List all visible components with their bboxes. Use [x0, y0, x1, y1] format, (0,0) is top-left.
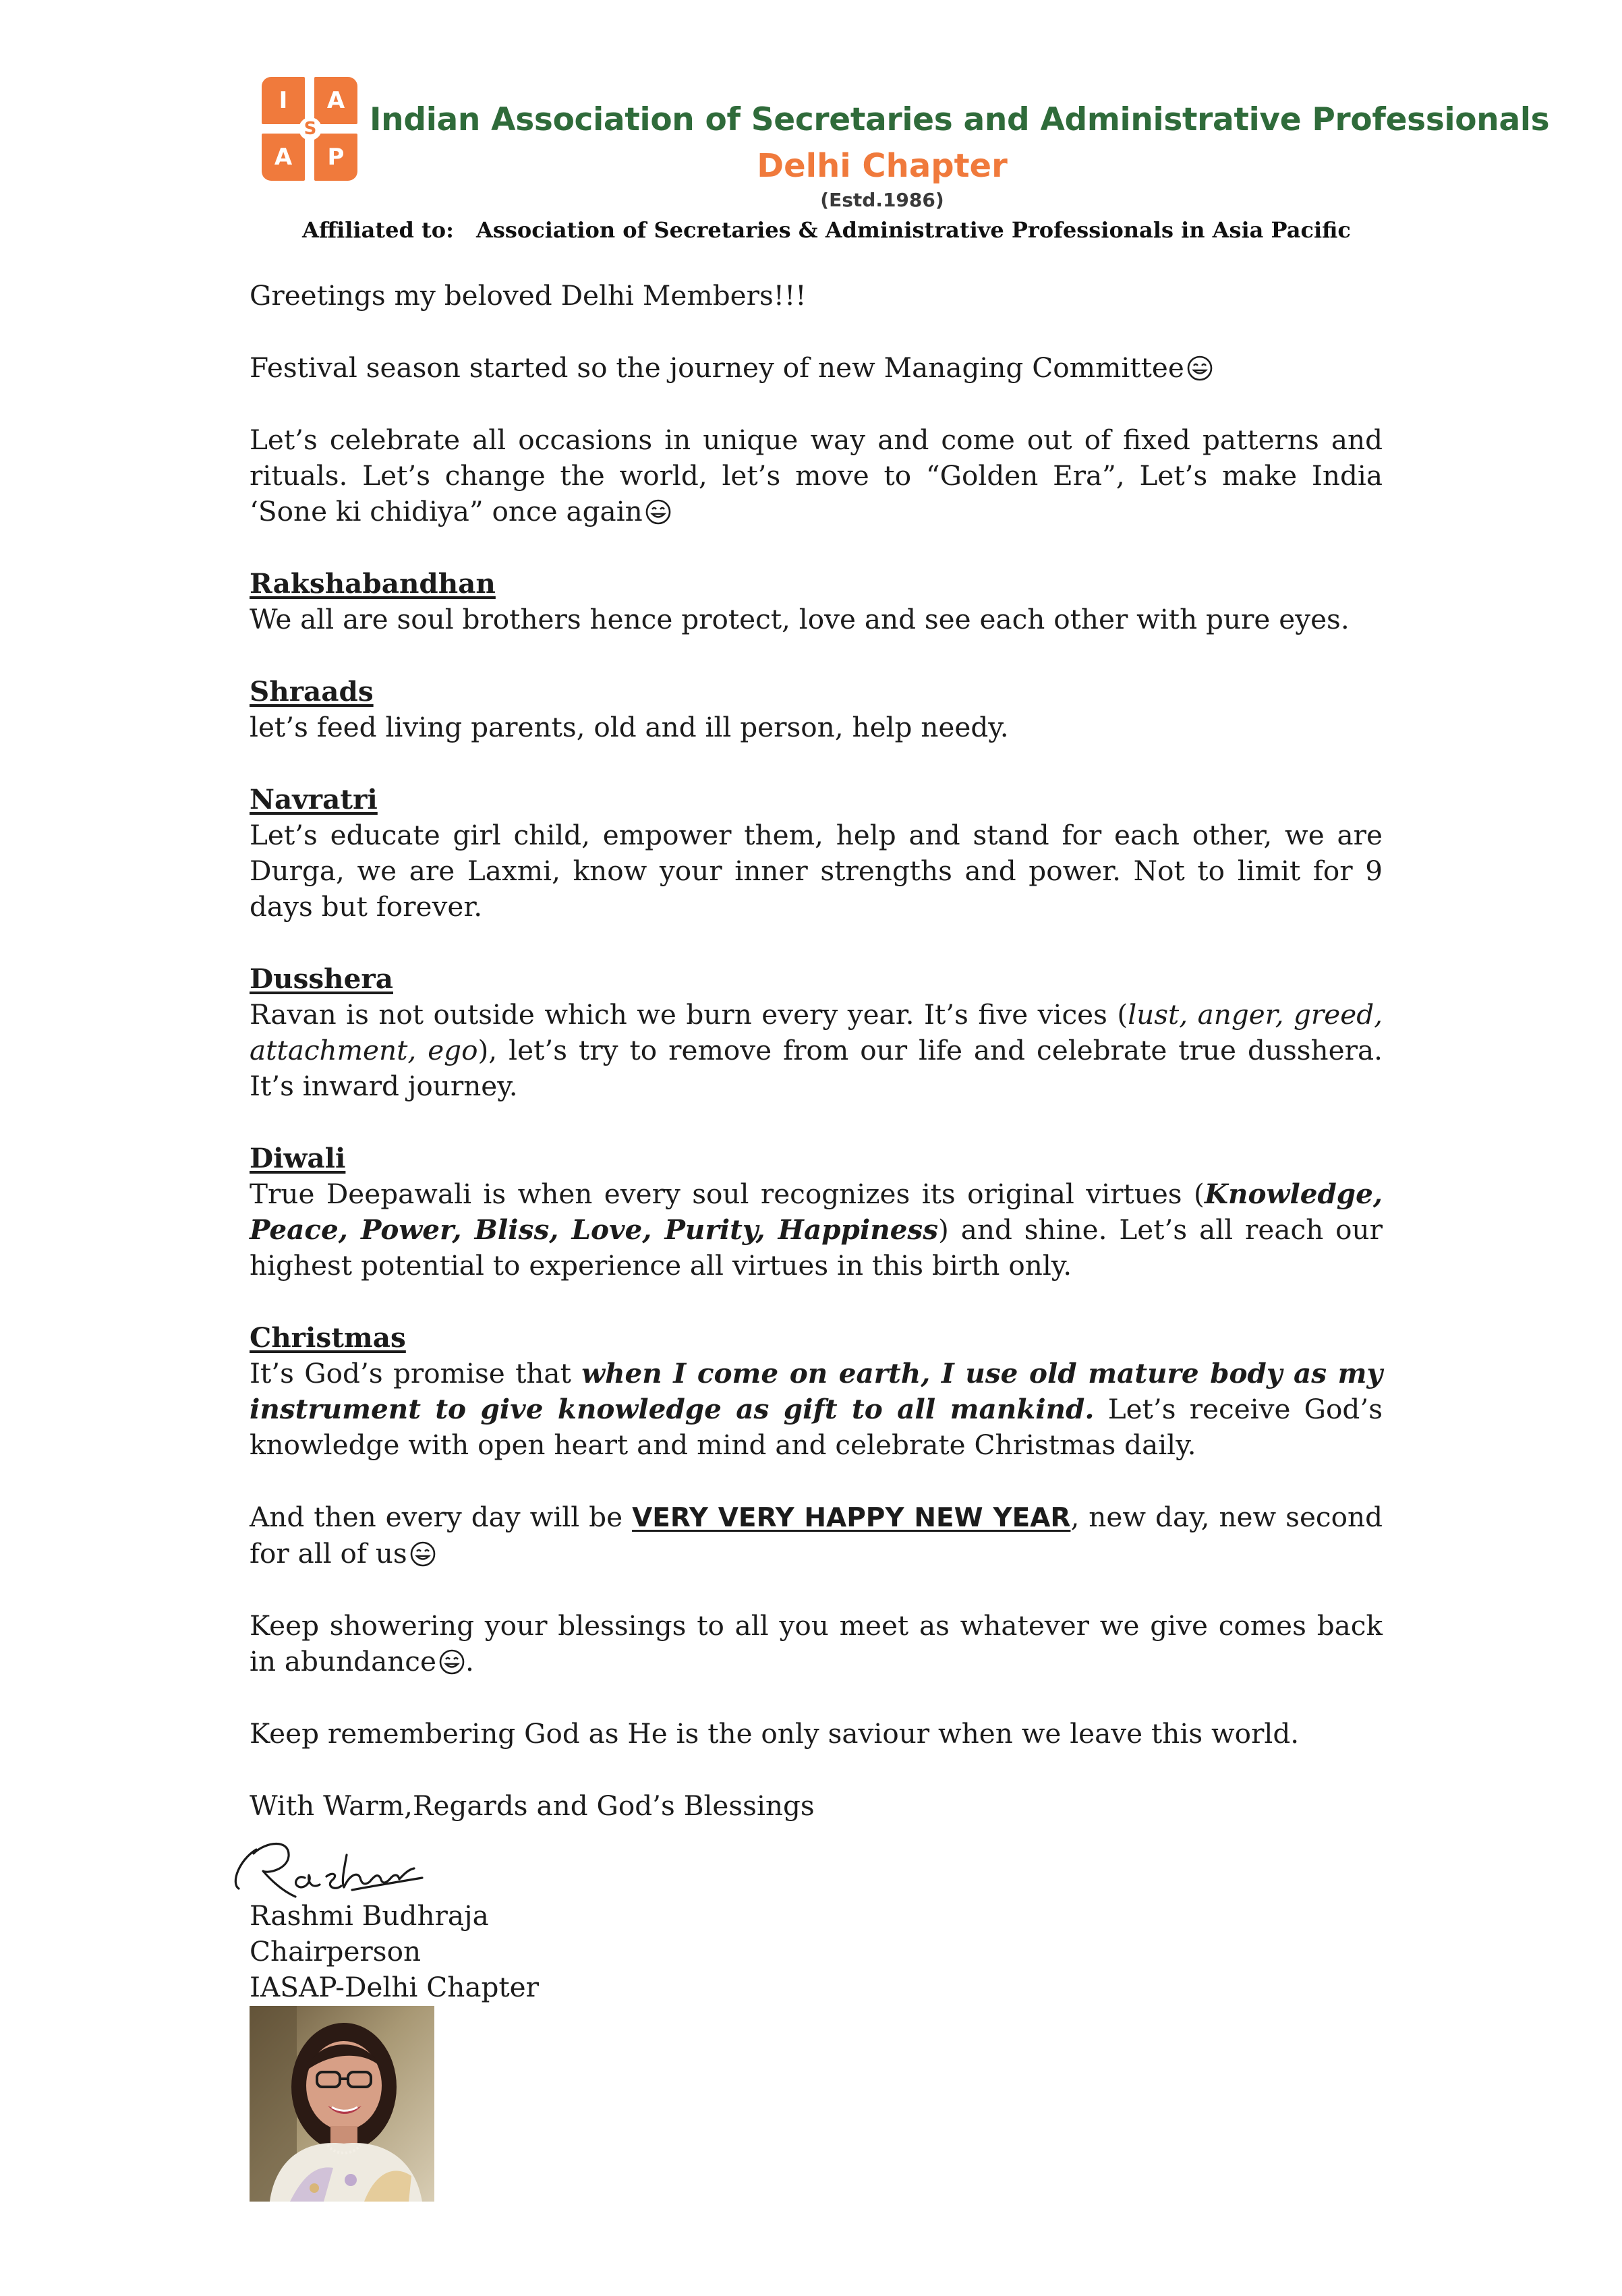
- smiley-icon: [438, 1648, 465, 1675]
- section-heading: Christmas: [250, 1321, 406, 1354]
- section-text: ) and shine. Let’s all reach our highest potential to experience all virtues in this birth only.: [250, 1213, 1383, 1282]
- section-heading: Dusshera: [250, 963, 393, 995]
- section-text: ), let’s try to remove from our life and celebrate true dusshera. It’s inward journey.: [250, 1034, 1383, 1102]
- section-text: It’s God’s promise that: [250, 1357, 582, 1389]
- smiley-icon: [1186, 355, 1213, 382]
- logo-tile: P: [314, 134, 357, 181]
- affiliation-organization: Association of Secretaries & Administrative Professionals in Asia Pacific: [476, 217, 1351, 243]
- diwali-section: [250, 1141, 1383, 1284]
- section-heading: Rakshabandhan: [250, 567, 496, 600]
- christmas-section: [250, 1320, 1383, 1463]
- intro-paragraph: [250, 350, 1383, 386]
- affiliation-line: [302, 217, 1395, 243]
- new-year-paragraph: [250, 1499, 1383, 1572]
- blessings-end: .: [465, 1645, 474, 1677]
- affiliation-label: Affiliated to:: [302, 217, 454, 243]
- signatory-title: Chairperson: [250, 1935, 422, 1968]
- virtues-list: Knowledge, Peace, Power, Bliss, Love, Purity, Happiness: [250, 1178, 1383, 1246]
- logo-tile: A: [314, 77, 357, 124]
- smiley-icon: [645, 498, 672, 525]
- section-heading: Diwali: [250, 1142, 346, 1174]
- chairperson-photo: [250, 2006, 434, 2202]
- letter-body: [250, 278, 1383, 1824]
- section-text: Ravan is not outside which we burn every year. It’s five vices (: [250, 998, 1128, 1031]
- organization-name: Indian Association of Secretaries and Administrative Professionals: [370, 101, 1550, 138]
- remember-text: Keep remembering God as He is the only saviour when we leave this world.: [250, 1717, 1300, 1750]
- closing-text: With Warm,Regards and God’s Blessings: [250, 1789, 815, 1822]
- smiley-icon: [409, 1541, 436, 1568]
- signatory-organization: IASAP-Delhi Chapter: [250, 1971, 540, 2003]
- section-heading: Navratri: [250, 783, 378, 815]
- navratri-section: [250, 782, 1383, 925]
- blessings-paragraph: [250, 1608, 1383, 1680]
- section-text: We all are soul brothers hence protect, love and see each other with pure eyes.: [250, 603, 1350, 635]
- section-text: True Deepawali is when every soul recognizes its original virtues (: [250, 1178, 1205, 1210]
- new-year-text: , new day, new second for all of us: [250, 1501, 1383, 1570]
- section-text: Let’s educate girl child, empower them, help and stand for each other, we are Durga, we are Laxmi, know your inner strengths and power. Not to limit for 9 days but forever.: [250, 819, 1383, 923]
- celebrate-paragraph: [250, 422, 1383, 529]
- intro-text: Festival season started so the journey of new Managing Committee: [250, 351, 1184, 384]
- signatory-name: Rashmi Budhraja: [250, 1899, 489, 1932]
- gods-promise: when I come on earth, I use old mature body as my instrument to give knowledge as gift to all mankind.: [250, 1357, 1383, 1425]
- section-text: let’s feed living parents, old and ill person, help needy.: [250, 711, 1009, 743]
- five-vices: lust, anger, greed, attachment, ego: [250, 998, 1383, 1066]
- greeting-text: Greetings my beloved Delhi Members!!!: [250, 279, 807, 312]
- celebrate-text: Let’s celebrate all occasions in unique way and come out of fixed patterns and rituals. Let’s change the world, let’s move to “Golden Era”, Let’s make India ‘Sone ki chidiya” once again: [250, 424, 1383, 527]
- new-year-text: And then every day will be: [250, 1501, 633, 1533]
- signatory-block: [250, 1898, 539, 2005]
- section-text: Let’s receive God’s knowledge with open heart and mind and celebrate Christmas daily.: [250, 1393, 1383, 1461]
- closing-line: [250, 1788, 1383, 1824]
- chapter-name: Delhi Chapter: [757, 147, 1008, 185]
- section-heading: Shraads: [250, 675, 374, 708]
- handwritten-signature: [225, 1821, 434, 1909]
- shraads-section: [250, 674, 1383, 745]
- logo-tile: I: [262, 77, 305, 124]
- established-year: (Estd.1986): [820, 189, 944, 211]
- greeting: [250, 278, 1383, 314]
- iasap-logo: [262, 77, 359, 181]
- new-year-emphasis: VERY VERY HAPPY NEW YEAR: [632, 1503, 1071, 1533]
- dusshera-section: [250, 961, 1383, 1104]
- blessings-text: Keep showering your blessings to all you meet as whatever we give comes back in abundance: [250, 1609, 1383, 1677]
- logo-tile: A: [262, 134, 305, 181]
- logo-center-letter: S: [299, 117, 322, 140]
- rakshabandhan-section: [250, 566, 1383, 637]
- remember-paragraph: [250, 1716, 1383, 1752]
